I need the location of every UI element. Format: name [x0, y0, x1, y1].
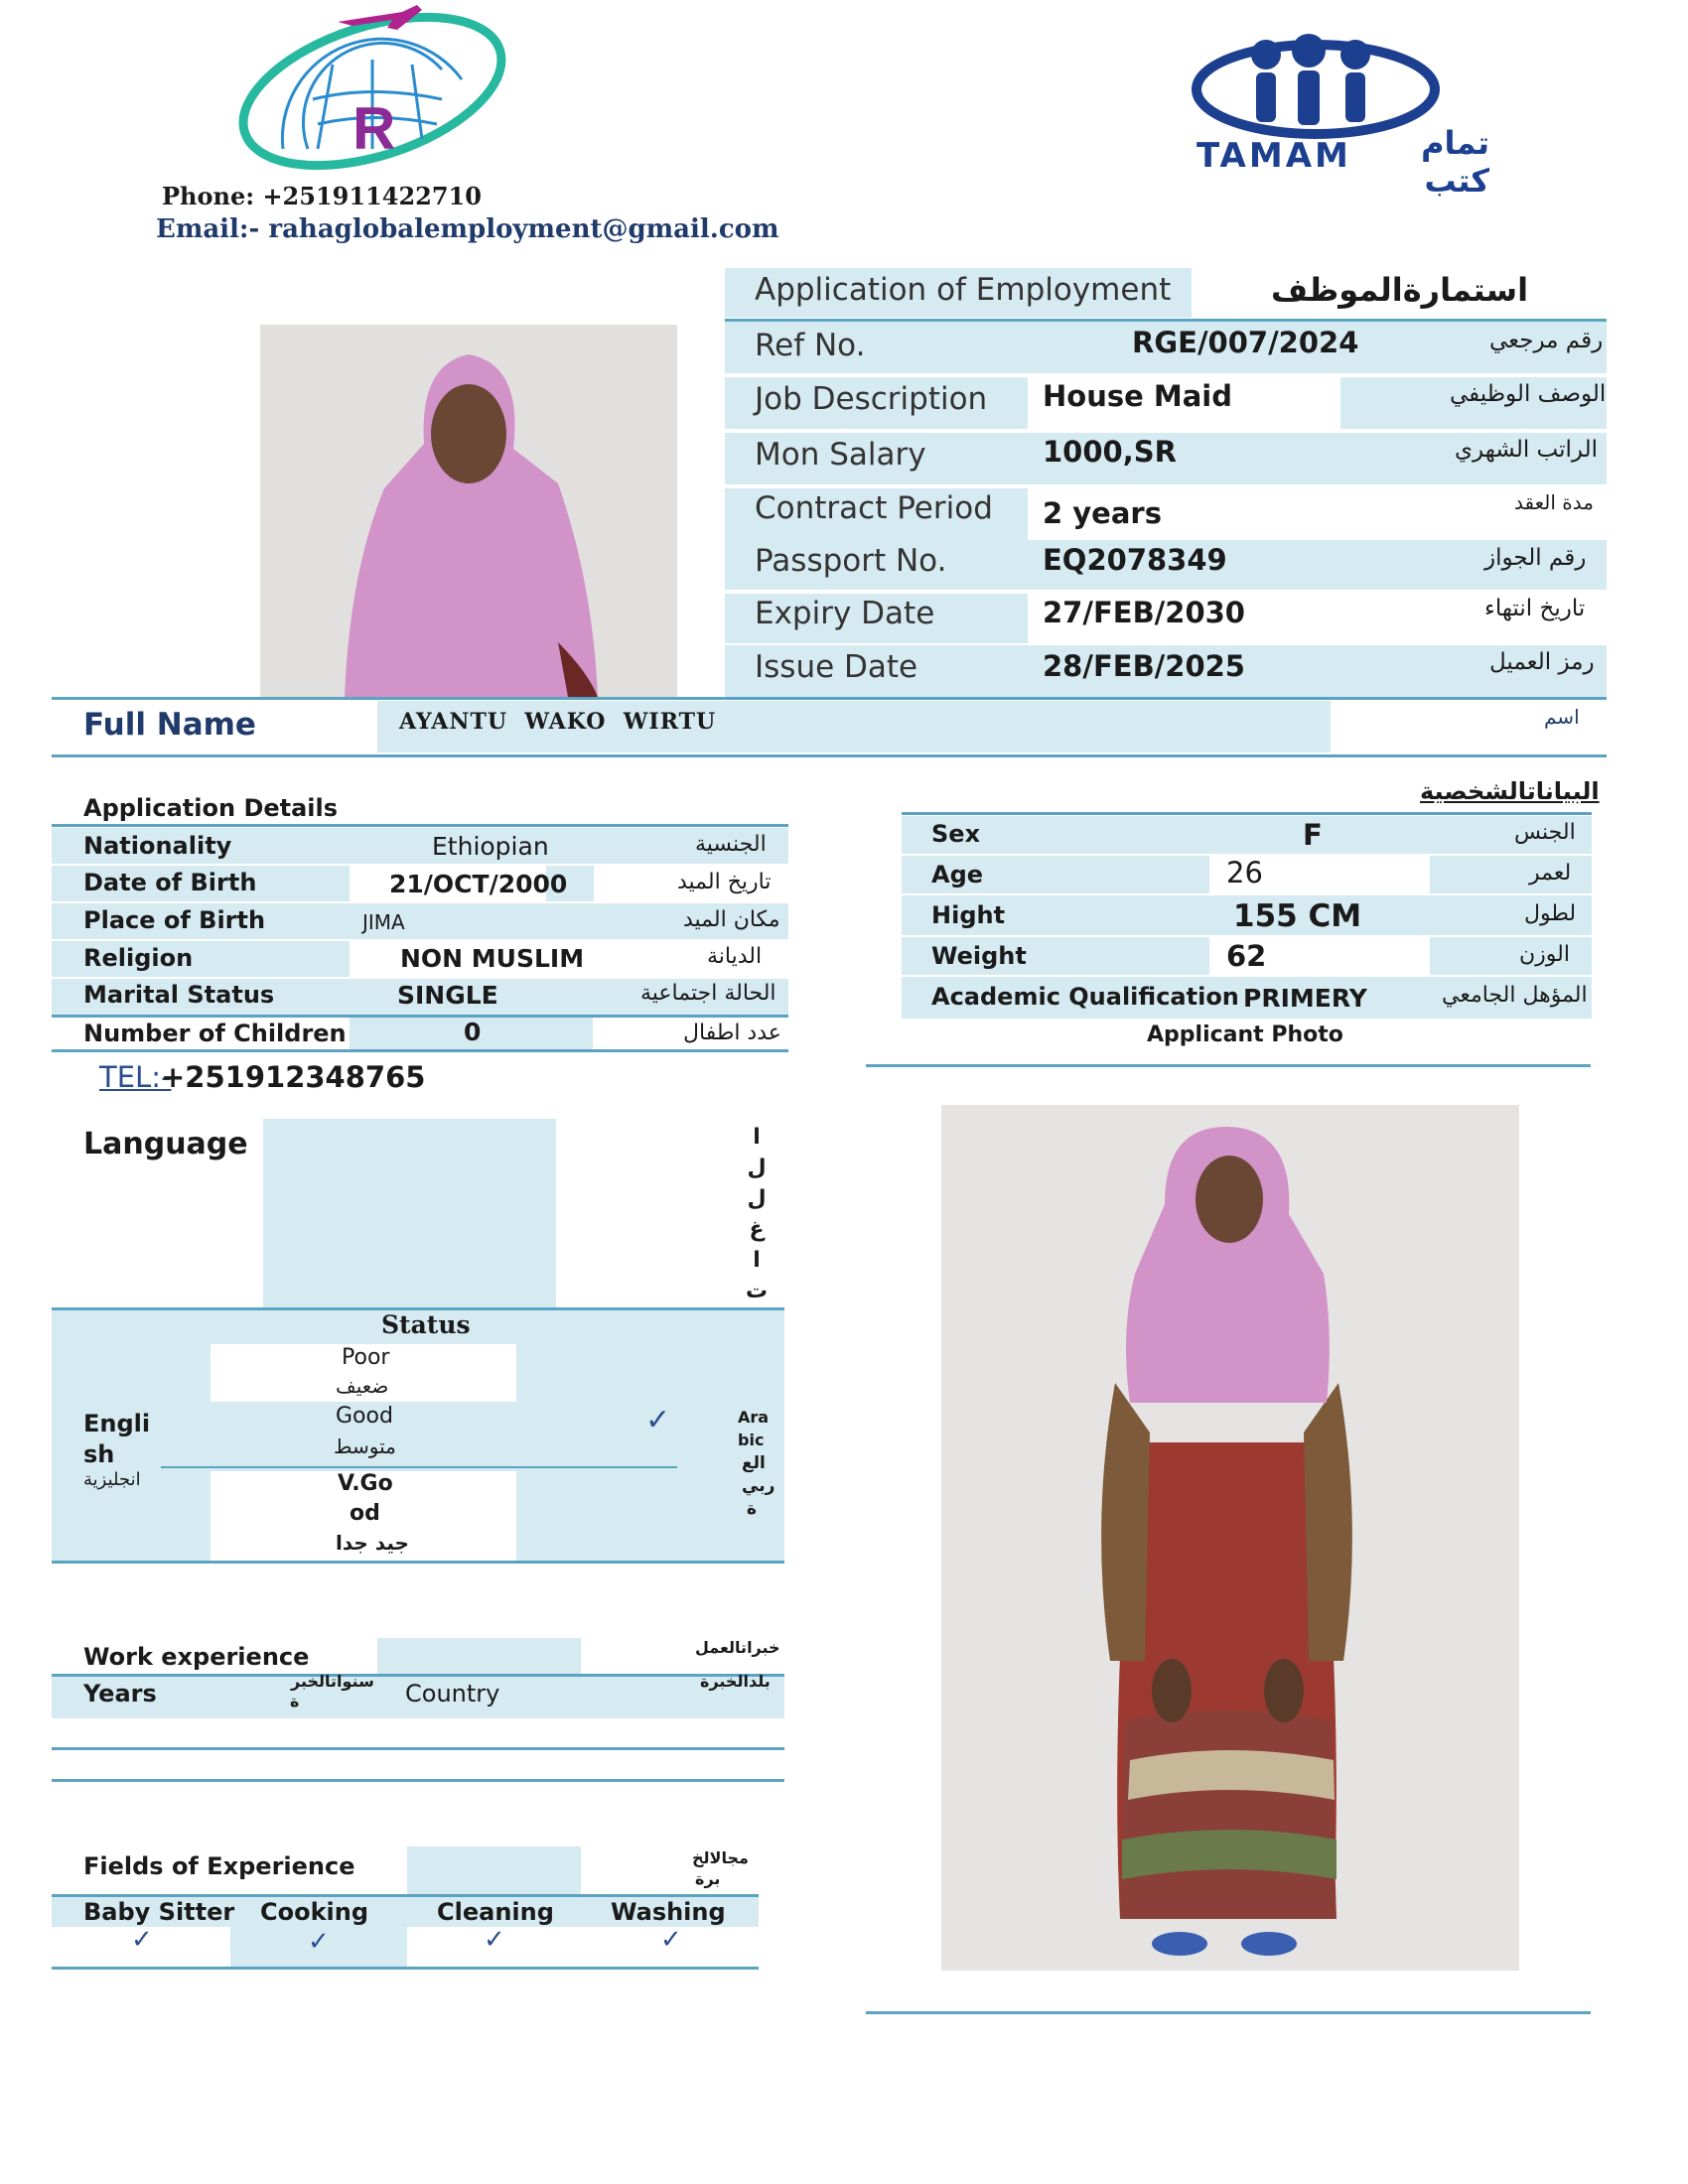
- sex-ar: الجنس: [1514, 820, 1576, 845]
- english-ar: انجليزية: [83, 1469, 141, 1490]
- form-title-en: Application of Employment: [755, 272, 1172, 308]
- washing-check: ✓: [660, 1925, 682, 1955]
- expiry-label: Expiry Date: [755, 596, 935, 631]
- arabic-ar-2: ربي: [742, 1476, 775, 1496]
- country-ar: بلدالخبرة: [700, 1672, 771, 1691]
- expiry-ar: تاريخ انتهاء: [1484, 596, 1586, 621]
- personal-data-title: البياناتالشخصية: [1420, 777, 1600, 805]
- issue-value: 28/FEB/2025: [1043, 649, 1245, 683]
- arabic-ar-1: الع: [742, 1453, 766, 1473]
- issue-label: Issue Date: [755, 649, 918, 685]
- arabic-label-2: bic: [738, 1431, 765, 1449]
- photo-bottom-rule: [866, 2011, 1591, 2014]
- vgood-en-1: V.Go: [338, 1471, 393, 1496]
- age-value: 26: [1226, 856, 1263, 889]
- religion-label: Religion: [83, 944, 194, 972]
- work-empty-rule-2: [52, 1779, 784, 1782]
- good-checkmark: ✓: [645, 1403, 671, 1437]
- nationality-value: Ethiopian: [432, 832, 549, 861]
- pob-ar: مكان الميد: [683, 907, 780, 932]
- religion-value: NON MUSLIM: [400, 944, 585, 973]
- children-value: 0: [464, 1018, 482, 1046]
- ref-label: Ref No.: [755, 328, 866, 363]
- age-label: Age: [931, 861, 984, 888]
- passport-value: EQ2078349: [1043, 543, 1227, 577]
- tamam-arabic: تمام كتب: [1421, 124, 1489, 200]
- arabic-ar-3: ة: [747, 1499, 758, 1519]
- field-baby-sitter: Baby Sitter: [83, 1898, 235, 1926]
- years-ar-2: ة: [290, 1692, 300, 1710]
- years-ar-1: سنواتالخبر: [291, 1672, 374, 1691]
- fullname-ar: اسم: [1544, 705, 1580, 729]
- application-details-title: Application Details: [83, 794, 339, 822]
- raha-logo: [223, 0, 521, 179]
- english-label-1: Engli: [83, 1410, 151, 1437]
- passport-label: Passport No.: [755, 543, 947, 579]
- personal-data-rule: [902, 812, 1592, 815]
- good-ar: متوسط: [334, 1434, 396, 1458]
- ref-value: RGE/007/2024: [1132, 326, 1359, 359]
- salary-value: 1000,SR: [1043, 435, 1177, 469]
- applicant-photo-full: [941, 1105, 1519, 1971]
- fields-title-ar-2: برة: [695, 1869, 721, 1888]
- photo-caption: Applicant Photo: [1147, 1023, 1343, 1047]
- fullname-value: AYANTU WAKO WIRTU: [399, 709, 717, 735]
- academic-value: PRIMERY: [1243, 984, 1367, 1013]
- vgood-en-2: od: [350, 1501, 380, 1526]
- language-ar-vertical: ا ل ل غ ا ت: [745, 1125, 769, 1303]
- salary-ar: الراتب الشهري: [1455, 437, 1598, 463]
- app-details-rule: [52, 824, 788, 827]
- language-header-band: [263, 1119, 556, 1307]
- english-label-2: sh: [83, 1440, 115, 1468]
- language-title: Language: [83, 1127, 248, 1161]
- sex-band: [902, 816, 1592, 854]
- cleaning-check: ✓: [484, 1925, 505, 1955]
- contract-value: 2 years: [1043, 496, 1162, 530]
- work-header-band: [377, 1638, 581, 1674]
- marital-ar: الحالة اجتماعية: [640, 981, 776, 1006]
- hight-value: 155 CM: [1233, 898, 1362, 934]
- sex-label: Sex: [931, 820, 981, 848]
- country-label: Country: [405, 1680, 500, 1707]
- jobdesc-value: House Maid: [1043, 379, 1232, 413]
- marital-value: SINGLE: [397, 981, 498, 1010]
- fields-bottom-rule: [52, 1967, 759, 1970]
- language-table-bottom-rule: [52, 1561, 784, 1564]
- jobdesc-ar: الوصف الوظيفي: [1450, 381, 1607, 407]
- fullname-label: Full Name: [83, 707, 256, 743]
- hight-label: Hight: [931, 901, 1006, 929]
- poor-ar: ضعيف: [336, 1374, 389, 1398]
- tel-number: +251912348765: [161, 1060, 426, 1094]
- pob-value: JIMA: [362, 910, 405, 934]
- work-empty-rule-1: [52, 1747, 784, 1750]
- arabic-label-1: Ara: [738, 1408, 770, 1427]
- poor-en: Poor: [342, 1345, 390, 1370]
- issue-ar: رمز العميل: [1489, 649, 1595, 675]
- fields-title: Fields of Experience: [83, 1852, 355, 1880]
- religion-ar: الديانة: [707, 944, 763, 969]
- svg-text:R: R: [352, 95, 396, 162]
- sex-value: F: [1303, 818, 1323, 852]
- form-title-ar: استمارةالموظف: [1271, 271, 1529, 309]
- passport-ar: رقم الجواز: [1484, 545, 1587, 571]
- tamam-logo: [1192, 25, 1489, 200]
- work-title: Work experience: [83, 1643, 310, 1671]
- age-ar: لعمر: [1529, 861, 1572, 886]
- contract-label: Contract Period: [755, 490, 993, 526]
- jobdesc-label: Job Description: [755, 381, 988, 417]
- tamam-text: TAMAM: [1196, 136, 1351, 176]
- salary-label: Mon Salary: [755, 437, 926, 473]
- cooking-check: ✓: [308, 1927, 330, 1957]
- work-title-ar: خبراتالعمل: [695, 1638, 780, 1657]
- tel-prefix[interactable]: TEL:-: [99, 1060, 172, 1094]
- field-cooking: Cooking: [260, 1898, 369, 1926]
- dob-ar: تاريخ الميد: [677, 870, 772, 894]
- weight-value: 62: [1226, 939, 1267, 973]
- vgood-ar: جيد جدا: [336, 1531, 409, 1555]
- years-label: Years: [83, 1680, 157, 1707]
- phone-text: Phone: +251911422710: [162, 182, 482, 210]
- dob-label: Date of Birth: [83, 869, 257, 896]
- weight-label: Weight: [931, 942, 1027, 970]
- children-bottom-rule: [52, 1049, 788, 1052]
- good-en: Good: [336, 1404, 393, 1429]
- photo-caption-rule: [866, 1064, 1591, 1067]
- children-label: Number of Children: [83, 1020, 347, 1047]
- fullname-bottom-rule: [52, 754, 1607, 757]
- ref-ar: رقم مرجعي: [1489, 328, 1604, 353]
- applicant-photo-small: [260, 325, 677, 697]
- expiry-value: 27/FEB/2030: [1043, 596, 1245, 629]
- children-ar: عدد اطفال: [683, 1021, 781, 1045]
- nationality-ar: الجنسية: [695, 832, 767, 857]
- fields-header-band: [407, 1846, 581, 1894]
- fields-title-ar-1: مجالالخ: [692, 1848, 749, 1867]
- field-cleaning: Cleaning: [437, 1898, 554, 1926]
- status-title: Status: [381, 1310, 471, 1339]
- academic-label: Academic Qualification: [931, 983, 1239, 1011]
- academic-ar: المؤهل الجامعي: [1442, 983, 1588, 1008]
- weight-ar: الوزن: [1519, 942, 1570, 967]
- hight-ar: لطول: [1524, 901, 1577, 926]
- baby-sitter-check: ✓: [131, 1925, 153, 1955]
- contract-ar: مدة العقد: [1514, 490, 1594, 514]
- dob-value: 21/OCT/2000: [389, 870, 568, 898]
- email-text: Email:- rahaglobalemployment@gmail.com: [156, 214, 779, 244]
- nationality-label: Nationality: [83, 832, 232, 860]
- marital-label: Marital Status: [83, 981, 275, 1009]
- pob-label: Place of Birth: [83, 906, 266, 934]
- good-divider: [161, 1466, 677, 1468]
- fullname-top-rule: [52, 697, 1607, 700]
- field-washing: Washing: [611, 1898, 726, 1926]
